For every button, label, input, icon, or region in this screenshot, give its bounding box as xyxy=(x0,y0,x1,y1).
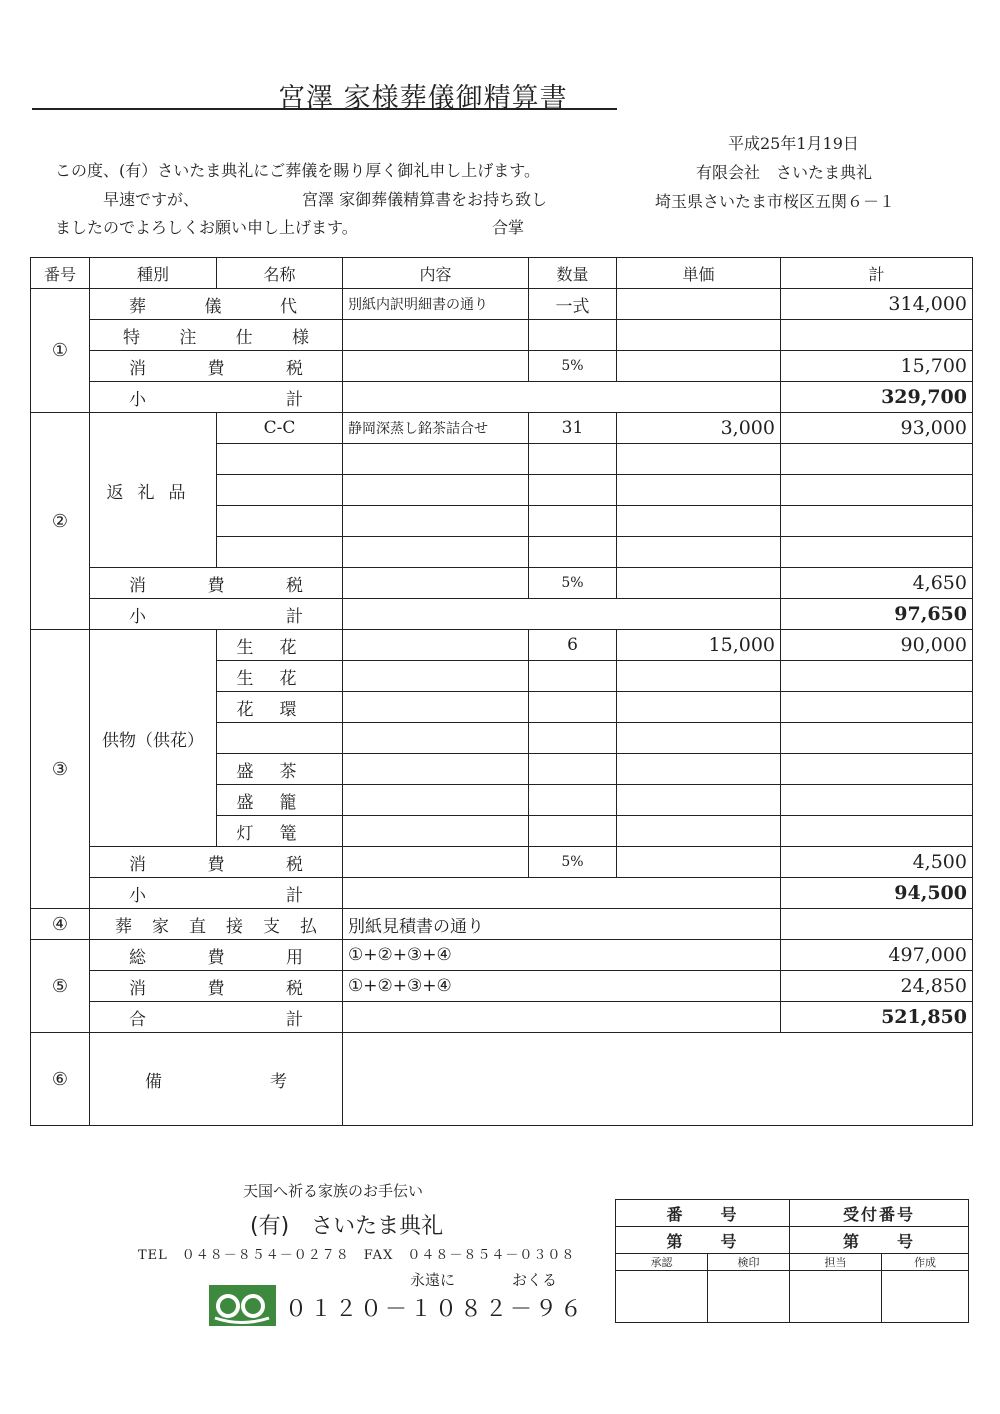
inspection-stamp-field[interactable] xyxy=(708,1271,790,1323)
offering-category: 供物（供花） xyxy=(90,630,217,847)
table-row xyxy=(31,568,973,599)
section-3-tax-rate: 5% xyxy=(529,847,617,878)
header-quantity: 数量 xyxy=(529,258,617,289)
section-1-tax-unit xyxy=(617,351,781,382)
free-dial-icon xyxy=(209,1285,276,1326)
header-name: 名称 xyxy=(217,258,343,289)
section-2-tax-unit xyxy=(617,568,781,599)
section-2-subtotal-blank xyxy=(343,599,781,630)
remarks-label: 備 考 xyxy=(90,1033,343,1126)
section-2-number: ② xyxy=(31,413,90,630)
person-in-charge-field[interactable] xyxy=(790,1271,882,1323)
offering-item-content xyxy=(343,630,529,661)
reception-number-label: 番 号 xyxy=(616,1200,790,1227)
funeral-fee-total: 314,000 xyxy=(781,289,973,320)
grand-total-blank xyxy=(343,1002,781,1033)
section-6-number: ⑥ xyxy=(31,1033,90,1126)
section-1-tax-content xyxy=(343,351,529,382)
offering-item-unit: 15,000 xyxy=(617,630,781,661)
direct-payment-total xyxy=(781,909,973,940)
section-3-tax-unit xyxy=(617,847,781,878)
table-header-row xyxy=(31,258,973,289)
funeral-fee-content: 別紙内訳明細書の通り xyxy=(343,289,529,320)
settlement-table xyxy=(30,257,973,1126)
return-gift-item-unit: 3,000 xyxy=(617,413,781,444)
issue-date: 平成25年1月19日 xyxy=(728,134,859,153)
grand-total-label: 合 計 xyxy=(90,1002,343,1033)
offering-item-name: 灯篭 xyxy=(217,816,343,847)
section-5-number: ⑤ xyxy=(31,940,90,1033)
section-3-number: ③ xyxy=(31,630,90,909)
table-row xyxy=(31,847,973,878)
table-row xyxy=(31,909,973,940)
offering-item-qty: 6 xyxy=(529,630,617,661)
free-dial-logo xyxy=(209,1285,276,1326)
table-row xyxy=(31,878,973,909)
intro-line-2a: 早速ですが、 xyxy=(103,190,200,209)
funeral-fee-unit xyxy=(617,289,781,320)
return-gift-item-name: C-C xyxy=(217,413,343,444)
grand-total-value: 521,850 xyxy=(781,1002,973,1033)
special-spec-qty xyxy=(529,320,617,351)
document-title: 宮澤 家様葬儀御精算書 xyxy=(278,83,568,114)
return-gift-item-qty: 31 xyxy=(529,413,617,444)
offering-item-name: 盛籠 xyxy=(217,785,343,816)
person-in-charge-label: 担当 xyxy=(790,1254,882,1271)
free-dial-number: ０１２０－１０８２－９６ xyxy=(285,1297,586,1322)
table-row xyxy=(31,940,973,971)
reception-box xyxy=(615,1199,969,1323)
reception-number-value: 第 号 xyxy=(616,1227,790,1254)
reception-receipt-label: 受付番号 xyxy=(790,1200,969,1227)
offering-item-name: 生花 xyxy=(217,661,343,692)
section-3-tax-label: 消 費 税 xyxy=(90,847,343,878)
company-address: 埼玉県さいたま市桜区五関６－１ xyxy=(655,192,896,211)
approval-label: 承認 xyxy=(616,1254,708,1271)
direct-payment-label: 葬 家 直 接 支 払 xyxy=(90,909,343,940)
return-gift-item-total: 93,000 xyxy=(781,413,973,444)
intro-closing: 合掌 xyxy=(492,218,525,237)
total-cost-label: 総 費 用 xyxy=(90,940,343,971)
section-3-subtotal-total: 94,500 xyxy=(781,878,973,909)
inspection-label: 検印 xyxy=(708,1254,790,1271)
section-2-tax-rate: 5% xyxy=(529,568,617,599)
header-total: 計 xyxy=(781,258,973,289)
section-5-tax-total: 24,850 xyxy=(781,971,973,1002)
section-1-tax-total: 15,700 xyxy=(781,351,973,382)
footer-slogan-b: おくる xyxy=(512,1271,558,1289)
table-row xyxy=(31,599,973,630)
table-row xyxy=(31,351,973,382)
offering-item-name: 盛茶 xyxy=(217,754,343,785)
section-3-tax-content xyxy=(343,847,529,878)
section-3-subtotal-label: 小 計 xyxy=(90,878,343,909)
section-2-subtotal-total: 97,650 xyxy=(781,599,973,630)
section-1-subtotal-label: 小 計 xyxy=(90,382,343,413)
section-1-subtotal-blank xyxy=(343,382,781,413)
title-underline xyxy=(32,108,617,110)
section-1-number: ① xyxy=(31,289,90,413)
intro-line-3: ましたのでよろしくお願い申し上げます。 xyxy=(55,218,358,237)
preparer-label: 作成 xyxy=(882,1254,969,1271)
table-row xyxy=(31,382,973,413)
table-row xyxy=(31,413,973,444)
approval-stamp-field[interactable] xyxy=(616,1271,708,1323)
special-spec-total xyxy=(781,320,973,351)
offering-item-name: 生花 xyxy=(217,630,343,661)
section-4-number: ④ xyxy=(31,909,90,940)
intro-line-1: この度、(有）さいたま典礼にご葬儀を賜り厚く御礼申し上げます。 xyxy=(55,161,540,180)
company-name-header: 有限会社 さいたま典礼 xyxy=(696,163,873,182)
header-unit-price: 単価 xyxy=(617,258,781,289)
section-5-tax-formula: ①+②+③+④ xyxy=(343,971,781,1002)
footer-company: (有) さいたま典礼 xyxy=(250,1214,444,1239)
footer-tagline: 天国へ祈る家族のお手伝い xyxy=(243,1182,424,1200)
funeral-fee-qty: 一式 xyxy=(529,289,617,320)
special-spec-label: 特 注 仕 様 xyxy=(90,320,343,351)
total-cost-total: 497,000 xyxy=(781,940,973,971)
section-1-tax-rate: 5% xyxy=(529,351,617,382)
offering-item-total: 90,000 xyxy=(781,630,973,661)
offering-item-name: 花環 xyxy=(217,692,343,723)
section-2-tax-total: 4,650 xyxy=(781,568,973,599)
footer-contact: TEL ０４８－８５４－０２７８ FAX ０４８－８５４－０３０８ xyxy=(138,1248,576,1263)
section-3-tax-total: 4,500 xyxy=(781,847,973,878)
return-gift-category: 返礼品 xyxy=(90,413,217,568)
section-3-subtotal-blank xyxy=(343,878,781,909)
table-row xyxy=(31,630,973,661)
footer-slogan-a: 永遠に xyxy=(410,1271,456,1289)
funeral-fee-label: 葬 儀 代 xyxy=(90,289,343,320)
preparer-field[interactable] xyxy=(882,1271,969,1323)
reception-receipt-value: 第 号 xyxy=(790,1227,969,1254)
header-category: 種別 xyxy=(90,258,217,289)
header-content: 内容 xyxy=(343,258,529,289)
section-2-tax-label: 消 費 税 xyxy=(90,568,343,599)
section-2-subtotal-label: 小 計 xyxy=(90,599,343,630)
section-1-subtotal-total: 329,700 xyxy=(781,382,973,413)
return-gift-item-content: 静岡深蒸し銘茶詰合せ xyxy=(343,413,529,444)
table-row xyxy=(31,320,973,351)
table-row xyxy=(31,1002,973,1033)
direct-payment-content: 別紙見積書の通り xyxy=(343,909,781,940)
section-5-tax-label: 消 費 税 xyxy=(90,971,343,1002)
section-1-tax-label: 消 費 税 xyxy=(90,351,343,382)
section-2-tax-content xyxy=(343,568,529,599)
header-number: 番号 xyxy=(31,258,90,289)
special-spec-content xyxy=(343,320,529,351)
table-row xyxy=(31,289,973,320)
table-row xyxy=(31,1033,973,1126)
offering-item-name xyxy=(217,723,343,754)
remarks-content xyxy=(343,1033,973,1126)
table-row xyxy=(31,971,973,1002)
intro-line-2b: 宮澤 家御葬儀精算書をお持ち致し xyxy=(302,190,548,209)
special-spec-unit xyxy=(617,320,781,351)
total-cost-formula: ①+②+③+④ xyxy=(343,940,781,971)
